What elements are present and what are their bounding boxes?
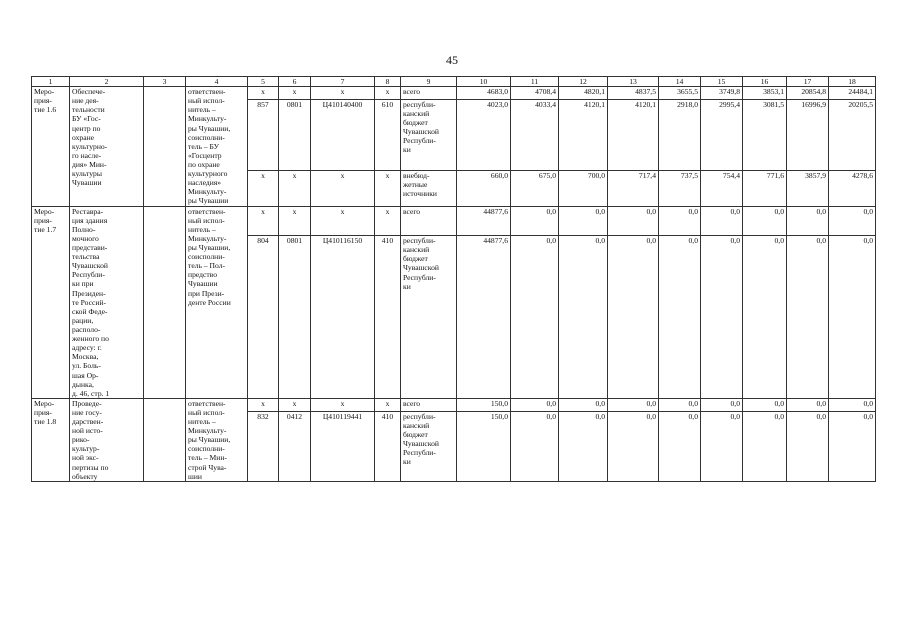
code-section: x (279, 87, 311, 100)
code-grbs: x (248, 398, 279, 411)
amount-cell: 0,0 (701, 236, 743, 399)
column-3-cell (144, 398, 186, 481)
code-section: x (279, 398, 311, 411)
funding-source: всего (401, 398, 457, 411)
amount-cell: 754,4 (701, 170, 743, 206)
column-3-cell (144, 87, 186, 206)
column-number-2: 2 (70, 77, 144, 87)
amount-cell: 0,0 (559, 398, 608, 411)
code-section: x (279, 206, 311, 236)
amount-cell: 0,0 (787, 398, 829, 411)
column-number-10: 10 (457, 77, 511, 87)
column-number-4: 4 (186, 77, 248, 87)
measure-name: Реставра- ция здания Полно- мочного представи- тельства Чувашской Республи- ки при Президен- те Россий- ской Феде- рации, располо- женного по адресу: г. Москва, ул. Боль- шая Ор- дынка, д. 46, стр. 1 (70, 206, 144, 398)
amount-cell: 0,0 (787, 236, 829, 399)
code-grbs: 857 (248, 99, 279, 170)
amount-cell: 4820,1 (559, 87, 608, 100)
code-grbs: x (248, 87, 279, 100)
amount-cell: 0,0 (743, 206, 787, 236)
column-number-9: 9 (401, 77, 457, 87)
page-number: 45 (446, 53, 458, 67)
amount-cell: 4708,4 (511, 87, 559, 100)
amount-cell: 3853,1 (743, 87, 787, 100)
code-expense-type: 410 (375, 236, 401, 399)
code-grbs: 832 (248, 411, 279, 481)
amount-cell: 675,0 (511, 170, 559, 206)
code-target: x (311, 206, 375, 236)
amount-cell: 0,0 (659, 236, 701, 399)
amount-cell: 0,0 (829, 398, 876, 411)
column-number-13: 13 (608, 77, 659, 87)
code-grbs: x (248, 170, 279, 206)
column-number-6: 6 (279, 77, 311, 87)
column-number-8: 8 (375, 77, 401, 87)
amount-cell: 771,6 (743, 170, 787, 206)
amount-cell: 0,0 (829, 236, 876, 399)
amount-cell: 4033,4 (511, 99, 559, 170)
amount-cell: 3655,5 (659, 87, 701, 100)
funding-source: всего (401, 206, 457, 236)
amount-cell: 0,0 (559, 236, 608, 399)
code-grbs: x (248, 206, 279, 236)
measure-name: Проведе- ние госу- дарствен- ной исто- рико- культур- ной экс- пертизы по объекту (70, 398, 144, 481)
amount-cell: 2918,0 (659, 99, 701, 170)
amount-cell: 660,0 (457, 170, 511, 206)
amount-cell: 0,0 (787, 206, 829, 236)
amount-cell: 0,0 (659, 206, 701, 236)
amount-cell: 0,0 (511, 398, 559, 411)
amount-cell: 4278,6 (829, 170, 876, 206)
amount-cell: 0,0 (701, 398, 743, 411)
code-expense-type: x (375, 87, 401, 100)
funding-source: республи- канский бюджет Чувашской Республи- ки (401, 99, 457, 170)
code-target: Ц410116150 (311, 236, 375, 399)
amount-cell: 4683,0 (457, 87, 511, 100)
amount-cell: 0,0 (701, 206, 743, 236)
amount-cell: 4120,1 (608, 99, 659, 170)
amount-cell: 150,0 (457, 398, 511, 411)
measure-id: Меро- прия- тие 1.7 (32, 206, 70, 398)
executor: ответствен- ный испол- нитель – Минкульту- ры Чувашии, соисполни- тель – Пол- предство Чувашии при Прези- денте России (186, 206, 248, 398)
code-section: 0801 (279, 236, 311, 399)
amount-cell: 0,0 (743, 398, 787, 411)
amount-cell: 4023,0 (457, 99, 511, 170)
table-row (32, 206, 876, 236)
code-expense-type: 410 (375, 411, 401, 481)
executor: ответствен- ный испол- нитель – Минкульту- ры Чувашии, соисполни- тель – Мин- строй Чува- шии (186, 398, 248, 481)
code-target: x (311, 87, 375, 100)
column-number-18: 18 (829, 77, 876, 87)
column-number-14: 14 (659, 77, 701, 87)
code-expense-type: x (375, 398, 401, 411)
budget-table (31, 76, 876, 482)
measure-id: Меро- прия- тие 1.8 (32, 398, 70, 481)
funding-source: всего (401, 87, 457, 100)
measure-name: Обеспече- ние дея- тельности БУ «Гос- центр по охране культурно- го насле- дия» Мин- культуры Чувашии (70, 87, 144, 206)
measure-id: Меро- прия- тие 1.6 (32, 87, 70, 206)
amount-cell: 0,0 (608, 398, 659, 411)
column-number-1: 1 (32, 77, 70, 87)
amount-cell: 3749,8 (701, 87, 743, 100)
amount-cell: 0,0 (511, 206, 559, 236)
amount-cell: 150,0 (457, 411, 511, 481)
funding-source: республи- канский бюджет Чувашской Республи- ки (401, 411, 457, 481)
code-section: x (279, 170, 311, 206)
amount-cell: 717,4 (608, 170, 659, 206)
amount-cell: 0,0 (608, 411, 659, 481)
code-target: Ц410119441 (311, 411, 375, 481)
code-expense-type: x (375, 170, 401, 206)
code-target: x (311, 170, 375, 206)
amount-cell: 0,0 (511, 411, 559, 481)
funding-source: внебюд- жетные источники (401, 170, 457, 206)
amount-cell: 20854,8 (787, 87, 829, 100)
amount-cell: 737,5 (659, 170, 701, 206)
amount-cell: 0,0 (559, 206, 608, 236)
table-row (32, 398, 876, 411)
amount-cell: 0,0 (787, 411, 829, 481)
amount-cell: 20205,5 (829, 99, 876, 170)
amount-cell: 4120,1 (559, 99, 608, 170)
amount-cell: 3857,9 (787, 170, 829, 206)
column-number-11: 11 (511, 77, 559, 87)
amount-cell: 0,0 (659, 411, 701, 481)
amount-cell: 0,0 (608, 206, 659, 236)
amount-cell: 0,0 (829, 411, 876, 481)
amount-cell: 24484,1 (829, 87, 876, 100)
table-row (32, 87, 876, 100)
executor: ответствен- ный испол- нитель – Минкульту- ры Чувашии, соисполни- тель – БУ «Госцентр по охране культурного наследия» Минкульту- ры Чувашии (186, 87, 248, 206)
amount-cell: 3081,5 (743, 99, 787, 170)
amount-cell: 4837,5 (608, 87, 659, 100)
column-number-7: 7 (311, 77, 375, 87)
code-section: 0801 (279, 99, 311, 170)
code-expense-type: 610 (375, 99, 401, 170)
column-number-16: 16 (743, 77, 787, 87)
amount-cell: 0,0 (743, 236, 787, 399)
code-target: Ц410140400 (311, 99, 375, 170)
code-section: 0412 (279, 411, 311, 481)
column-number-12: 12 (559, 77, 608, 87)
amount-cell: 0,0 (701, 411, 743, 481)
amount-cell: 0,0 (659, 398, 701, 411)
amount-cell: 700,0 (559, 170, 608, 206)
amount-cell: 0,0 (829, 206, 876, 236)
code-grbs: 804 (248, 236, 279, 399)
amount-cell: 44877,6 (457, 206, 511, 236)
column-number-5: 5 (248, 77, 279, 87)
code-target: x (311, 398, 375, 411)
column-number-15: 15 (701, 77, 743, 87)
column-number-3: 3 (144, 77, 186, 87)
amount-cell: 16996,9 (787, 99, 829, 170)
amount-cell: 0,0 (559, 411, 608, 481)
amount-cell: 0,0 (743, 411, 787, 481)
funding-source: республи- канский бюджет Чувашской Республи- ки (401, 236, 457, 399)
column-3-cell (144, 206, 186, 398)
code-expense-type: x (375, 206, 401, 236)
header-row (32, 77, 876, 87)
amount-cell: 2995,4 (701, 99, 743, 170)
amount-cell: 44877,6 (457, 236, 511, 399)
column-number-17: 17 (787, 77, 829, 87)
amount-cell: 0,0 (511, 236, 559, 399)
amount-cell: 0,0 (608, 236, 659, 399)
